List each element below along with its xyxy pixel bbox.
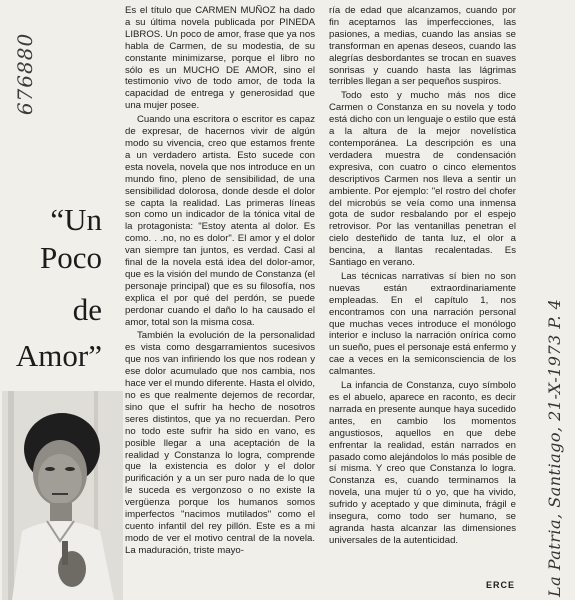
column1-paragraph-2: Cuando una escritora o escritor es capaz de expresar, de hacernos vivir de algún modo su vivencia, creo que estamos frente a un verdadero artista. Esto sucede con esta novela, novela que nos introduce en un mundo fino, pleno de sensibilidad, de una sensibilidad dolorosa, donde desde el dolor se capta la realidad. Las primeras líneas son como un indicador de la tónica vital de la protagonista: "Estoy atenta al dolor. Es como. . .no, no es dolor". El amor y el dolor van siempre tan juntos, es verdad. Casi al final de la novela está idea del dolor-amor, que es la visión del mundo de Constanza (el personaje principal) que es su filosofía, nos explica el por qué del perdón, se puede perdonar cuando el daño lo ha causado el amor, total son la misma cosa. [125, 114, 315, 328]
author-photo [2, 391, 123, 600]
headline-line-1: “Un [50, 202, 102, 237]
column2-paragraph-2: Todo esto y mucho más nos dice Carmen o Constanza en su novela y todo está dicho con un lenguaje o estilo que está a la altura de la mejor novelística contemporánea. La descripción es una verdadera muestra de condensación expresiva, con cuatro o cinco elementos descriptivos Carmen nos lleva a sentir un ambiente. Por ejemplo: "el rostro del chofer del microbús se veía como una inmensa gota de sudor resbalando por el espejo retrovisor. Por las ventanillas penetran el cielo desteñido de tanta luz, el olor a bencina, a llantas recalentadas. Es Santiago en verano. [329, 90, 516, 269]
column1-paragraph-3: También la evolución de la personalidad es vista como desgarramientos sucesivos que nos van infiriendo los que nos rodean y ese dolor acumulado que nos cambia, nos hace ver el mundo diferente. Hasta el olvido, no es que realmente dejemos de recordar, sino que el sufrir ha hecho de nosotros seres distintos, que ya no recuerdan. Pero no todo este sufrir ha sido en vano, es posible llegar a una aceptación de la realidad y Constanza lo logra, comprende que la existencia es dolor y el dolor purificación y a un ser puro nada de lo que le suceda es vergonzoso o no existe la vergüenza porque los humanos somos imperfectos "nacimos mutilados" como el cuento infantil del rey pillón. Este es a mi modo de ver el motivo central de la novela. La maduración, triste mayo- [125, 330, 315, 556]
author-portrait-image [2, 391, 123, 600]
handwritten-source-note: La Patria, Santiago, 21-X-1973 P. 4 [545, 298, 564, 597]
headline-line-4: Amor” [15, 338, 102, 373]
author-signature: ERCE [486, 580, 516, 590]
column2-paragraph-4: La infancia de Constanza, cuyo símbolo es el abuelo, aparece en raconto, es decir narrada en presente aunque haya sucedido antes, en cambio los momentos angustiosos, aquellos en que debe enfrentar la realidad, están narrados en pasado como alejándolos lo más posible de sí misma. Y creo que Constanza lo logra. Constanza es, cuando terminamos la novela, una mujer tú o yo, que ha vivido, sufrido y aceptado y que diminuta, frágil e insegura, como todo ser humano, se agranda hasta alcanzar las dimensiones universales de la autenticidad. [329, 380, 516, 546]
handwritten-catalog-number: 676880 [13, 32, 38, 116]
headline-line-2: Poco [40, 240, 102, 275]
column2-paragraph-1: ría de edad que alcanzamos, cuando por fin aceptamos las imperfecciones, las pasiones, a medias, cuando las ansias se transforman en apenas deseos, cuando las alegrías desbordantes se trocan en suaves sonrisas y cuando hasta las lágrimas terribles llegan a ser pequeños suspiros. [329, 5, 516, 88]
article-column-1 [125, 5, 315, 559]
headline-line-3: de [72, 292, 102, 327]
column1-paragraph-1: Es el título que CARMEN MUÑOZ ha dado a su última novela publicada por PINEDA LIBROS. Un poco de amor, frase que ya nos habla de Carmen, de su modestia, de su constante minimizarse, porque el libro no sólo es un MUCHO DE AMOR, sino el testimonio vivo de todo amor, de toda la capacidad de entrega y generosidad que una mujer posee. [125, 5, 315, 112]
column2-paragraph-3: Las técnicas narrativas sí bien no son nuevas están extraordinariamente empleadas. En el capítulo 1, nos encontramos con una narración personal que muchas veces introduce el monólogo interior e incluso la narración onírica como un sueño, pues el personaje está enfermo y cae a veces en la semiconsciencia de los calmantes. [329, 270, 516, 378]
article-column-2 [329, 5, 516, 549]
